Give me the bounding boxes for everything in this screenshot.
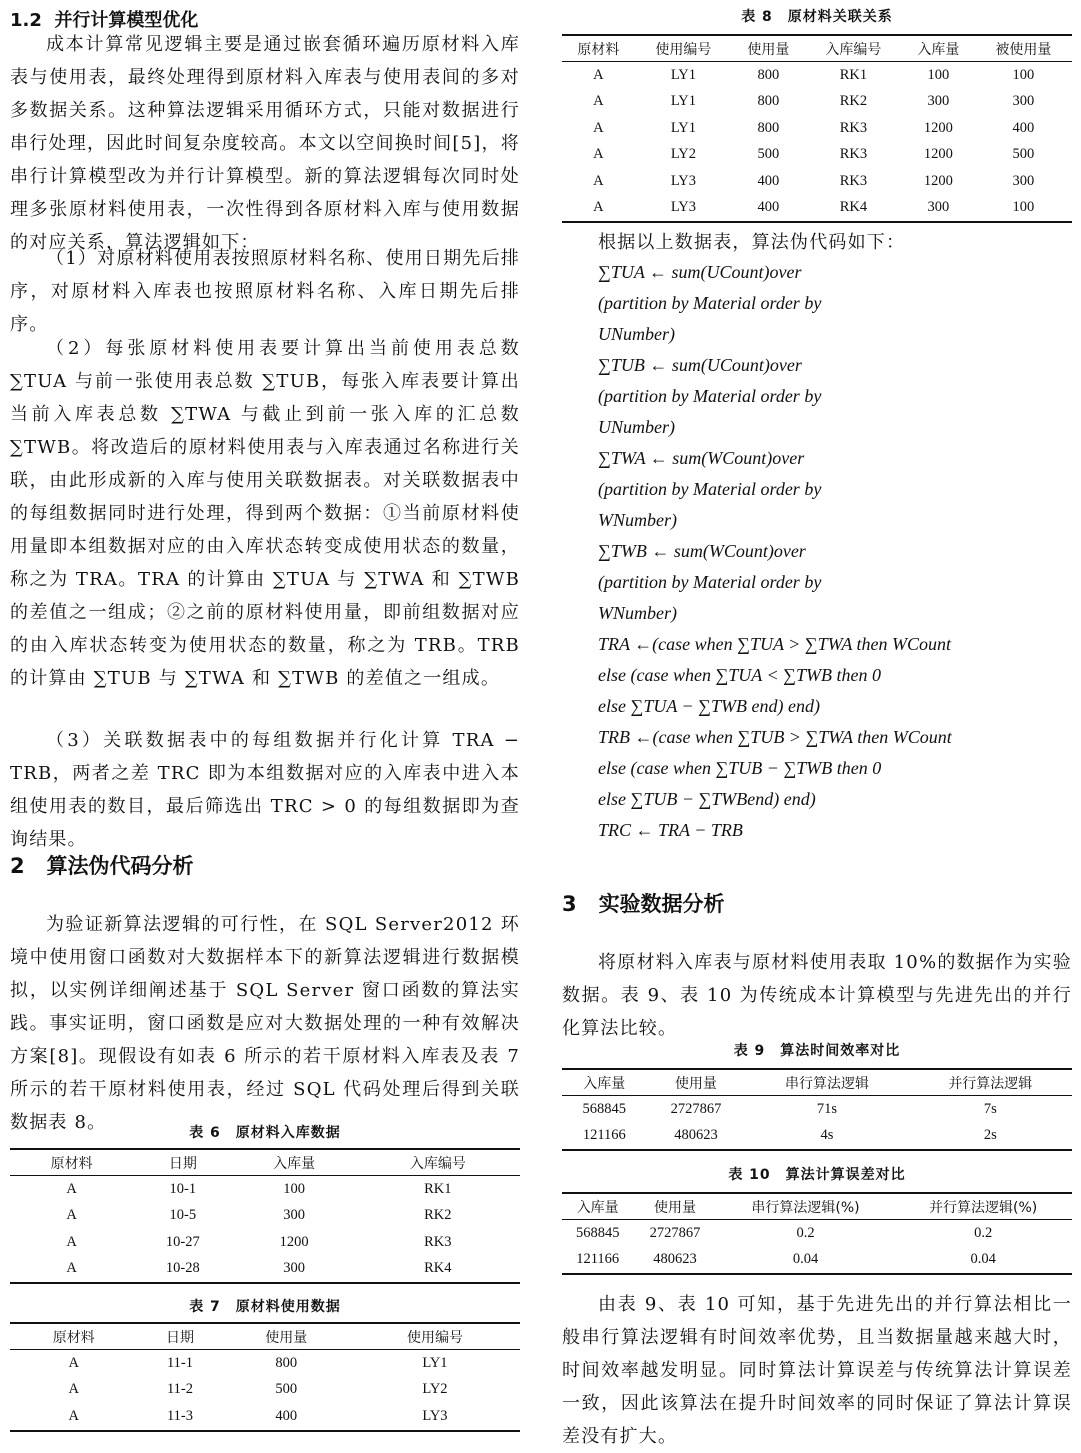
paragraph-3 xyxy=(10,332,520,695)
paragraph-6 xyxy=(562,946,1072,1045)
paragraph-text: （2）每张原材料使用表要计算出当前使用表总数 ∑TUA 与前一张使用表总数 ∑TUB，每张入库表要计算出当前入库表总数 ∑TWA 与截止到前一张入库的汇总数 ∑TWB。将改造后的原材料使用表与入库表通过名称进行关联，由此形成新的入库与使用关联数据表。对关联数据表中的每组数据同时进行处理，得到两个数据：①当前原材料使用量即本组数据对应的由入库状态转变成使用状态的数量，称之为 TRA。TRA 的计算由 ∑TUA 与 ∑TWA 和 ∑TWB 的差值之一组成；②之前的原材料使用量，即前组数据对应的由入库状态转变为使用状态的数量，称之为 TRB。TRB 的计算由 ∑TUB 与 ∑TWA 和 ∑TWB 的差值之一组成。 xyxy=(10,338,520,689)
table-cell: 480623 xyxy=(633,1247,716,1275)
table-cell: 2727867 xyxy=(649,1224,701,1241)
table-header: 入库量 xyxy=(232,1149,355,1176)
table-cell: LY1 xyxy=(422,1354,448,1371)
table-cell: 800 xyxy=(757,66,780,83)
paragraph-text: （1）对原材料使用表按照原材料名称、使用日期先后排序，对原材料入库表也按照原材料名称、入库日期先后排序。 xyxy=(10,248,520,335)
code-line: else (case when ∑TUB − ∑TWB then 0 xyxy=(598,758,882,778)
table-cell: 500 xyxy=(275,1381,298,1398)
table-cell: 11-2 xyxy=(166,1381,194,1398)
table-row xyxy=(562,1123,1072,1151)
table-cell: 300 xyxy=(232,1256,355,1284)
table-header: 原材料 xyxy=(10,1323,138,1350)
table-cell: RK2 xyxy=(839,93,868,110)
table9-caption: 表 9 算法时间效率对比 xyxy=(733,1043,901,1059)
table-cell: A xyxy=(10,1403,138,1431)
table-header: 使用量 xyxy=(647,1069,746,1096)
table-row xyxy=(562,62,1072,89)
code-line: WNumber) xyxy=(598,603,677,623)
code-line: UNumber) xyxy=(598,417,675,437)
table-cell: 480623 xyxy=(647,1123,746,1151)
table-cell: 568845 xyxy=(582,1100,627,1117)
table-cell: 300 xyxy=(1012,93,1035,110)
paragraph-4 xyxy=(10,724,520,856)
paragraph-text: 为验证新算法逻辑的可行性，在 SQL Server2012 环境中使用窗口函数对大数据样本下的新算法逻辑进行数据模拟，以实例详细阐述基于 SQL Server 窗口函数的算法实践。事实证明，窗口函数是应对大数据处理的一种有效解决方案[8]。现假设有如表 6 所示的若干原材料入库表及表 7 所示的若干原材料使用表，经过 SQL 代码处理后得到关联数据表 8。 xyxy=(10,914,520,1133)
code-line: ∑TWA ← sum(WCount)over xyxy=(598,448,805,468)
table-row xyxy=(562,195,1072,223)
table-cell: A xyxy=(593,66,604,83)
table9 xyxy=(562,1068,1072,1151)
table-cell: 500 xyxy=(757,146,780,163)
table-cell: 100 xyxy=(283,1180,305,1197)
table-cell: 400 xyxy=(223,1403,351,1431)
table-row xyxy=(10,1203,520,1230)
section-number: 2 xyxy=(10,854,25,878)
table-header: 串行算法逻辑(%) xyxy=(717,1193,895,1220)
table-cell: A xyxy=(593,119,604,136)
code-line: TRC ← TRA − TRB xyxy=(598,820,743,840)
table-header: 入库量 xyxy=(562,1193,633,1220)
section-title: 实验数据分析 xyxy=(598,892,725,916)
table-cell: A xyxy=(66,1233,77,1250)
table-cell: 400 xyxy=(732,195,805,223)
table-cell: 4s xyxy=(745,1123,908,1151)
table-row xyxy=(10,1350,520,1377)
table-cell: 100 xyxy=(975,195,1072,223)
table-cell: 11-1 xyxy=(166,1354,194,1371)
code-intro xyxy=(562,226,1072,259)
table-header: 入库量 xyxy=(902,35,975,62)
table-cell: 0.04 xyxy=(894,1247,1072,1275)
table-cell: RK2 xyxy=(424,1207,452,1224)
table-cell: A xyxy=(66,1180,77,1197)
table-row xyxy=(562,1096,1072,1123)
table-cell: RK4 xyxy=(356,1256,520,1284)
table-cell: 800 xyxy=(275,1354,298,1371)
table-cell: 7s xyxy=(983,1100,997,1117)
code-line: (partition by Material order by xyxy=(598,293,822,313)
table-cell: LY3 xyxy=(635,195,732,223)
table-cell: RK3 xyxy=(839,146,868,163)
table-row xyxy=(562,142,1072,169)
pseudo-code xyxy=(598,257,952,846)
table10 xyxy=(562,1192,1072,1275)
table-cell: 500 xyxy=(1012,146,1035,163)
table7 xyxy=(10,1322,520,1432)
table-header: 原材料 xyxy=(562,35,635,62)
table-row xyxy=(562,1220,1072,1247)
code-line: ∑TWB ← sum(WCount)over xyxy=(598,541,806,561)
table-header: 入库编号 xyxy=(356,1149,520,1176)
table-row xyxy=(10,1229,520,1256)
code-line: ∑TUA ← sum(UCount)over xyxy=(598,262,802,282)
table-cell: 10-27 xyxy=(165,1233,200,1250)
code-line: WNumber) xyxy=(598,510,677,530)
table8 xyxy=(562,34,1072,223)
table-cell: 121166 xyxy=(562,1247,633,1275)
table-cell: 10-5 xyxy=(169,1207,197,1224)
table-header: 使用编号 xyxy=(635,35,732,62)
table-row xyxy=(10,1403,520,1431)
table-cell: A xyxy=(562,195,635,223)
table6 xyxy=(10,1148,520,1284)
table-header: 使用量 xyxy=(633,1193,716,1220)
table-cell: RK3 xyxy=(839,119,868,136)
section-number: 3 xyxy=(562,892,577,916)
table-cell: 1200 xyxy=(279,1233,309,1250)
table-cell: 300 xyxy=(283,1207,305,1224)
table-row xyxy=(562,89,1072,116)
paragraph-text: 由表 9、表 10 可知，基于先进先出的并行算法相比一般串行算法逻辑有时间效率优势，且当数据量越来越大时，时间效率越发明显。同时算法计算误差与传统算法计算误差一致，因此该算法在提升时间效率的同时保证了算法计算误差没有扩大。 xyxy=(562,1294,1072,1447)
paragraph-5 xyxy=(10,908,520,1139)
code-line: TRA ←(case when ∑TUA > ∑TWA then WCount xyxy=(598,634,952,654)
table-cell: 121166 xyxy=(562,1123,647,1151)
table-cell: LY2 xyxy=(670,146,696,163)
table-cell: 300 xyxy=(927,93,950,110)
table-cell: 800 xyxy=(757,119,780,136)
table-cell: LY1 xyxy=(670,119,696,136)
table-cell: 100 xyxy=(1012,66,1035,83)
table-cell: 800 xyxy=(757,93,780,110)
code-line: (partition by Material order by xyxy=(598,572,822,592)
paragraph-1 xyxy=(10,28,520,259)
table-cell: 0.2 xyxy=(796,1224,815,1241)
table-cell: A xyxy=(66,1207,77,1224)
section-title: 算法伪代码分析 xyxy=(46,854,194,878)
table-cell: 0.04 xyxy=(717,1247,895,1275)
table-cell: 10-28 xyxy=(133,1256,232,1284)
table6-caption: 表 6 原材料入库数据 xyxy=(189,1125,341,1141)
code-line: (partition by Material order by xyxy=(598,479,822,499)
code-line: ∑TUB ← sum(UCount)over xyxy=(598,355,802,375)
table-cell: RK3 xyxy=(839,172,868,189)
table-header: 日期 xyxy=(133,1149,232,1176)
code-line: (partition by Material order by xyxy=(598,386,822,406)
table-cell: 1200 xyxy=(923,146,953,163)
table-header: 入库量 xyxy=(562,1069,647,1096)
code-line: TRB ←(case when ∑TUB > ∑TWA then WCount xyxy=(598,727,952,747)
paragraph-2 xyxy=(10,242,520,341)
table-cell: A xyxy=(593,93,604,110)
table-cell: 10-1 xyxy=(169,1180,197,1197)
table-cell: A xyxy=(593,146,604,163)
paragraph-text: 将原材料入库表与原材料使用表取 10%的数据作为实验数据。表 9、表 10 为传统成本计算模型与先进先出的并行化算法比较。 xyxy=(562,952,1072,1039)
table-cell: 1200 xyxy=(923,119,953,136)
table-cell: A xyxy=(68,1354,79,1371)
table-header: 入库编号 xyxy=(805,35,902,62)
table-cell: RK4 xyxy=(805,195,902,223)
table-header: 使用量 xyxy=(223,1323,351,1350)
table7-caption: 表 7 原材料使用数据 xyxy=(189,1299,341,1315)
table-cell: 2727867 xyxy=(670,1100,722,1117)
table-cell: 568845 xyxy=(575,1224,620,1241)
table-cell: 300 xyxy=(902,195,975,223)
section-title: 并行计算模型优化 xyxy=(54,10,199,31)
table-cell: 400 xyxy=(757,172,780,189)
table-header: 日期 xyxy=(138,1323,223,1350)
paragraph-text: 成本计算常见逻辑主要是通过嵌套循环遍历原材料入库表与使用表，最终处理得到原材料入库表与使用表间的多对多数据关系。这种算法逻辑采用循环方式，只能对数据进行串行处理，因此时间复杂度较高。本文以空间换时间[5]，将串行计算模型改为并行计算模型。新的算法逻辑每次同时处理多张原材料使用表，一次性得到各原材料入库与使用数据的对应关系，算法逻辑如下： xyxy=(10,34,520,253)
table-cell: 300 xyxy=(1012,172,1035,189)
table-cell: RK1 xyxy=(839,66,868,83)
table-cell: LY1 xyxy=(670,66,696,83)
table-cell: 2s xyxy=(909,1123,1072,1151)
code-line: UNumber) xyxy=(598,324,675,344)
table-cell: A xyxy=(68,1381,79,1398)
table-row xyxy=(562,168,1072,195)
table-cell: 11-3 xyxy=(138,1403,223,1431)
paragraph-text: 根据以上数据表，算法伪代码如下： xyxy=(598,232,906,253)
table-cell: LY2 xyxy=(422,1381,448,1398)
table-cell: LY1 xyxy=(670,93,696,110)
table-header: 原材料 xyxy=(10,1149,133,1176)
table-cell: 1200 xyxy=(923,172,953,189)
table-row xyxy=(562,115,1072,142)
code-line: else ∑TUB − ∑TWBend) end) xyxy=(598,789,816,809)
table-cell: 0.2 xyxy=(974,1224,993,1241)
table-cell: 71s xyxy=(816,1100,838,1117)
table-row xyxy=(562,1247,1072,1275)
table10-caption: 表 10 算法计算误差对比 xyxy=(728,1167,906,1183)
table-cell: 400 xyxy=(1012,119,1035,136)
table-cell: LY3 xyxy=(670,172,696,189)
table-cell: RK1 xyxy=(424,1180,452,1197)
table-header: 使用编号 xyxy=(350,1323,520,1350)
section-heading-3 xyxy=(562,888,725,918)
table-header: 串行算法逻辑 xyxy=(745,1069,908,1096)
table8-caption: 表 8 原材料关联关系 xyxy=(741,9,893,25)
code-line: else ∑TUA − ∑TWB end) end) xyxy=(598,696,820,716)
table-cell: LY3 xyxy=(350,1403,520,1431)
table-cell: A xyxy=(593,172,604,189)
table-row xyxy=(10,1256,520,1284)
section-number: 1.2 xyxy=(10,10,42,31)
section-heading-2 xyxy=(10,850,194,880)
table-header: 并行算法逻辑 xyxy=(909,1069,1072,1096)
code-line: else (case when ∑TUA < ∑TWB then 0 xyxy=(598,665,881,685)
table-header: 被使用量 xyxy=(975,35,1072,62)
table-header: 并行算法逻辑(%) xyxy=(894,1193,1072,1220)
table-cell: A xyxy=(10,1256,133,1284)
table-row xyxy=(10,1377,520,1404)
table-cell: 100 xyxy=(927,66,950,83)
table-cell: RK3 xyxy=(424,1233,452,1250)
table-row xyxy=(10,1176,520,1203)
paragraph-text: （3）关联数据表中的每组数据并行化计算 TRA − TRB，两者之差 TRC 即为本组数据对应的入库表中进入本组使用表的数目，最后筛选出 TRC > 0 的每组数据即为查询结果。 xyxy=(10,730,520,850)
paragraph-7 xyxy=(562,1288,1072,1453)
table-header: 使用量 xyxy=(732,35,805,62)
